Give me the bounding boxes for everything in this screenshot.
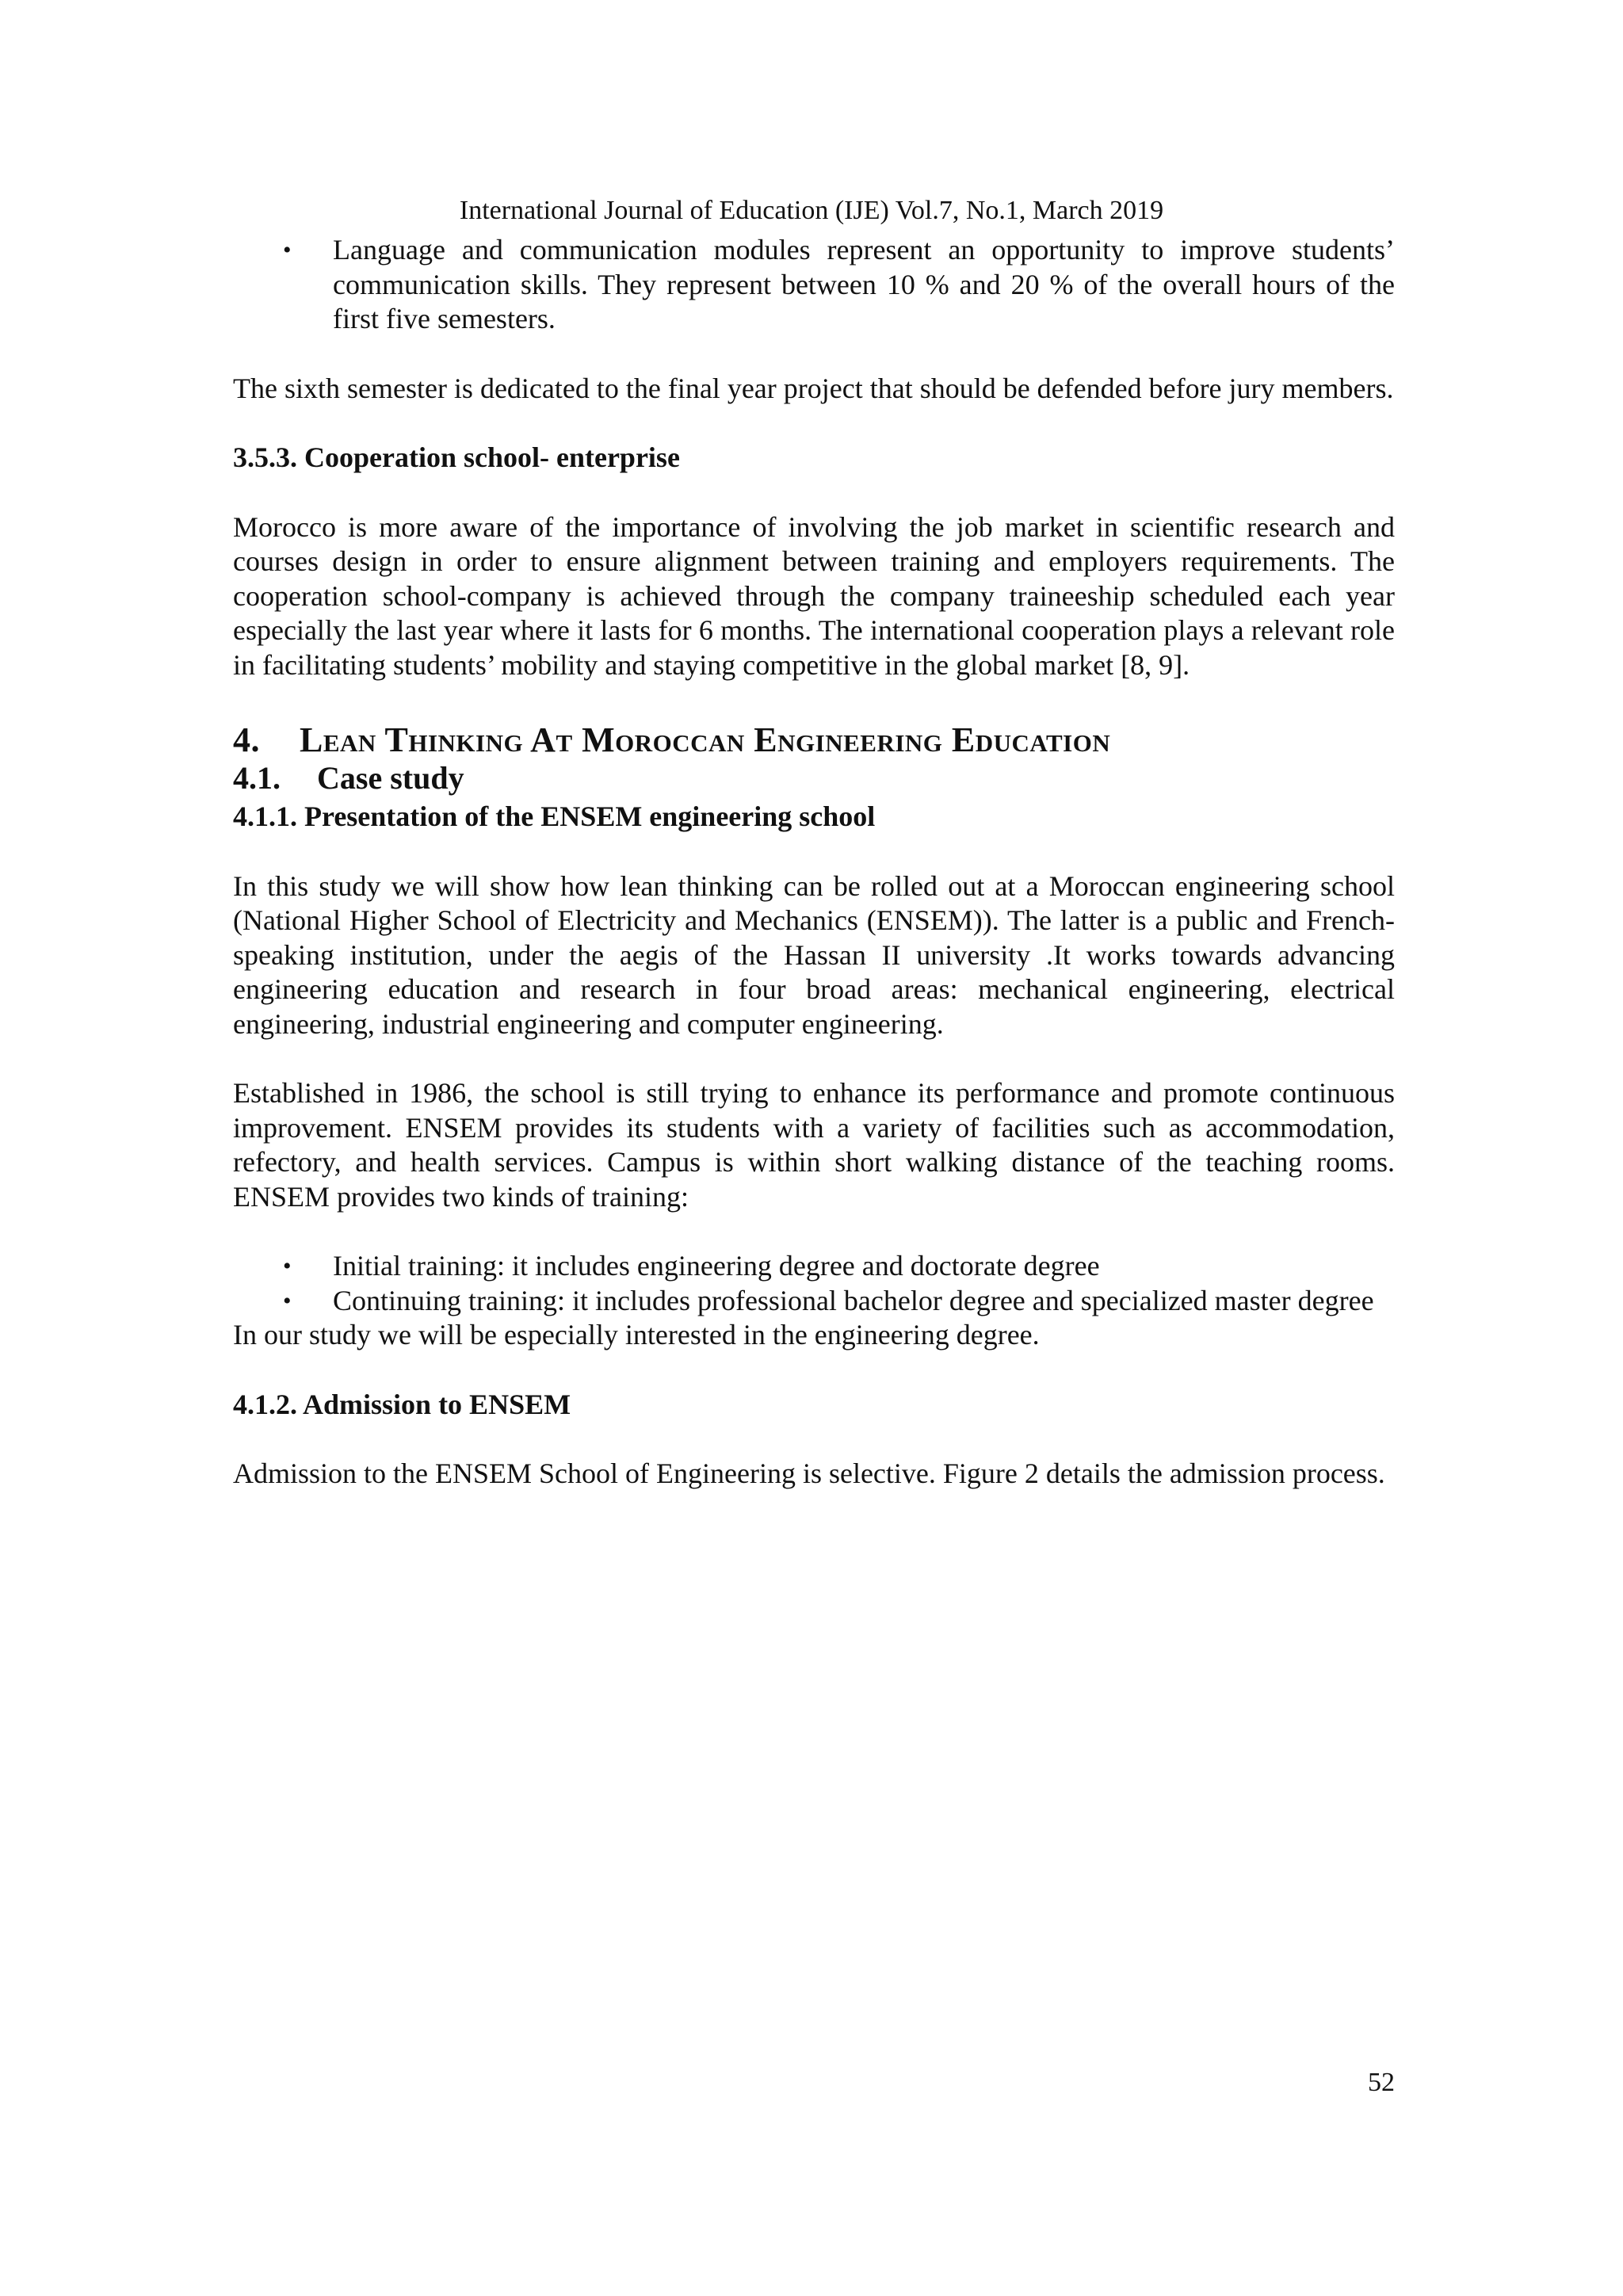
paragraph-engineering-degree: In our study we will be especially interested in the engineering degree. <box>233 1319 1040 1350</box>
bullet-list-top <box>233 233 1395 337</box>
section-title: Case study <box>317 760 464 796</box>
bullet-list-training <box>233 1249 1395 1318</box>
section-number: 4.1. <box>233 760 281 796</box>
paragraph-admission: Admission to the ENSEM School of Engineering is selective. Figure 2 details the admission process. <box>233 1457 1385 1489</box>
paragraph-ensem-presentation: In this study we will show how lean thinking can be rolled out at a Moroccan engineering school (National Higher School of Electricity and Mechanics (ENSEM)). The latter is a public and French-speaking institution, under the aegis of the Hassan II university .It works towards advancing engineering education and research in four broad areas: mechanical engineering, electrical engineering, industrial engineering and computer engineering. <box>233 869 1395 1040</box>
paragraph-cooperation: Morocco is more aware of the importance of involving the job market in scientific research and courses design in order to ensure alignment between training and employers requirements. The cooperation school-company is achieved through the company traineeship scheduled each year especially the last year where it lasts for 6 months. The international cooperation plays a relevant role in facilitating students’ mobility and staying competitive in the global market [8, 9]. <box>233 510 1395 681</box>
running-header: International Journal of Education (IJE) Vol.7, No.1, March 2019 <box>459 196 1164 225</box>
bullet-icon: • <box>283 1253 292 1279</box>
paragraph-ensem-established: Established in 1986, the school is still trying to enhance its performance and promote continuous improvement. ENSEM provides its students with a variety of facilities such as accommodation, refectory, and health services. Campus is within short walking distance of the teaching rooms. ENSEM provides two kinds of training: <box>233 1077 1395 1213</box>
heading-4-1-2: 4.1.2. Admission to ENSEM <box>233 1388 571 1420</box>
page-number: 52 <box>1368 2068 1395 2097</box>
list-item-text: Continuing training: it includes professional bachelor degree and specialized master degree <box>333 1284 1374 1316</box>
list-item <box>233 233 1395 337</box>
section-title: Lean Thinking At Moroccan Engineering Education <box>300 720 1111 759</box>
bullet-icon: • <box>283 237 292 263</box>
page-body <box>233 233 1395 1526</box>
heading-3-5-3: 3.5.3. Cooperation school- enterprise <box>233 441 680 473</box>
heading-4-1-1: 4.1.1. Presentation of the ENSEM engineering school <box>233 800 876 832</box>
bullet-icon: • <box>283 1287 292 1314</box>
list-item <box>233 1284 1395 1319</box>
section-number: 4. <box>233 720 260 759</box>
heading-4-1 <box>233 760 1395 797</box>
list-item-text: Initial training: it includes engineering degree and doctorate degree <box>333 1250 1100 1282</box>
list-item <box>233 1249 1395 1284</box>
paragraph-sixth-semester: The sixth semester is dedicated to the final year project that should be defended before jury members. <box>233 372 1394 404</box>
list-item-text: Language and communication modules represent an opportunity to improve students’ communication skills. They represent between 10 % and 20 % of the overall hours of the first five semesters. <box>333 234 1395 334</box>
heading-section-4 <box>233 720 1395 760</box>
